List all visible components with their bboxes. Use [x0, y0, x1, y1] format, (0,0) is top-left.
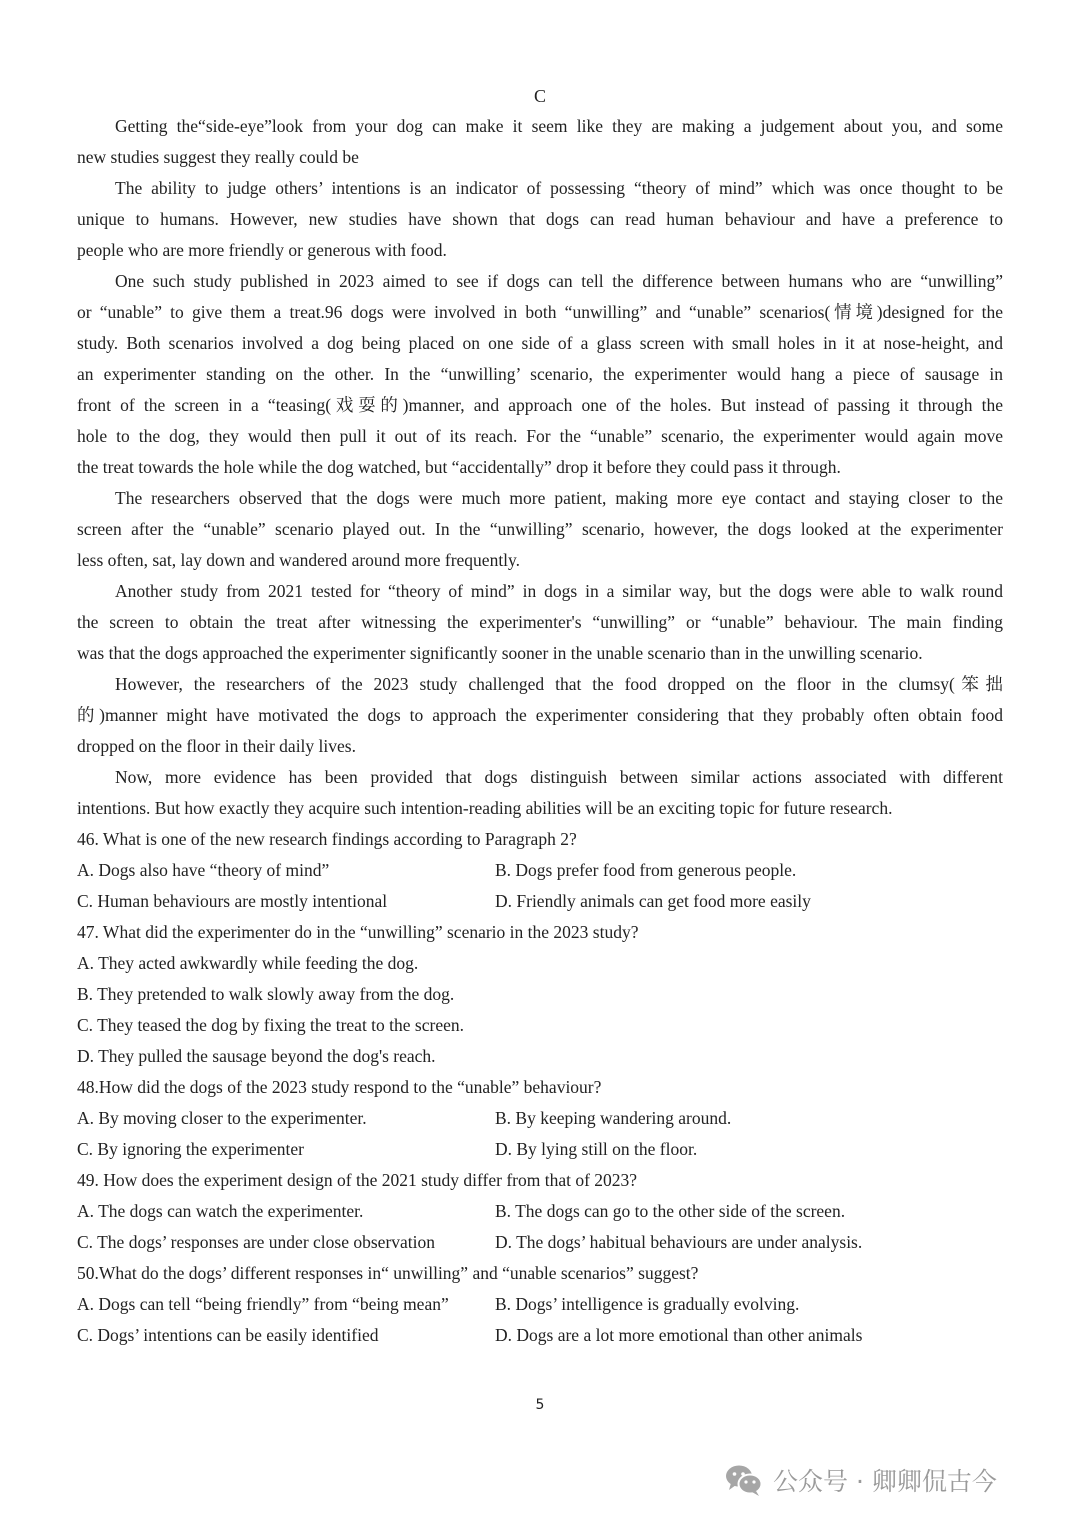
question-stem: 49. How does the experiment design of the 2021 study differ from that of 2023?: [77, 1170, 638, 1190]
paragraph-line: people who are more friendly or generous with food.: [77, 240, 447, 260]
answer-option: D. The dogs’ habitual behaviours are under analysis.: [495, 1232, 863, 1252]
paragraph-line: the treat towards the hole while the dog watched, but “accidentally” drop it before they could pass it through.: [77, 457, 841, 477]
answer-option: C. The dogs’ responses are under close observation: [77, 1232, 436, 1252]
answer-option: A. Dogs also have “theory of mind”: [77, 860, 330, 880]
answer-option: B. The dogs can go to the other side of the screen.: [495, 1201, 846, 1221]
question: [77, 917, 1003, 1072]
page-number: 5: [535, 1397, 545, 1413]
paragraph-line: screen after the “unable” scenario played out. In the “unwilling” scenario, however, the dogs looked at the experimenter: [77, 519, 1003, 539]
document-body: [77, 111, 1003, 1351]
option-row: [77, 1320, 1003, 1351]
paragraph-line: was that the dogs approached the experimenter significantly sooner in the unable scenario than in the unwilling scenario.: [77, 643, 923, 663]
answer-option: B. They pretended to walk slowly away from the dog.: [77, 984, 455, 1004]
paragraph-line: dropped on the floor in their daily lives.: [77, 736, 356, 756]
option-row: [77, 855, 1003, 886]
watermark: [725, 1462, 997, 1498]
reading-passage: [77, 111, 1003, 824]
answer-option: D. They pulled the sausage beyond the dog's reach.: [77, 1046, 436, 1066]
answer-option: C. By ignoring the experimenter: [77, 1139, 304, 1159]
paragraph-line: Another study from 2021 tested for “theory of mind” in dogs in a similar way, but the dogs were able to walk round: [115, 581, 1003, 601]
question-stem: 50.What do the dogs’ different responses in“ unwilling” and “unable scenarios” suggest?: [77, 1263, 699, 1283]
option-row: [77, 1134, 1003, 1165]
answer-option: A. By moving closer to the experimenter.: [77, 1108, 367, 1128]
paragraph-line: hole to the dog, they would then pull it out of its reach. For the “unable” scenario, the experimenter would again move: [77, 426, 1003, 446]
option-row: [77, 886, 1003, 917]
answer-option: B. Dogs prefer food from generous people.: [495, 860, 797, 880]
section-title: C: [533, 86, 546, 106]
answer-option: D. By lying still on the floor.: [495, 1139, 698, 1159]
paragraph-line: However, the researchers of the 2023 study challenged that the food dropped on the floor in the clumsy(笨拙: [115, 674, 1003, 694]
paragraph-line: new studies suggest they really could be: [77, 147, 359, 167]
answer-option: C. Dogs’ intentions can be easily identified: [77, 1325, 379, 1345]
question: [77, 1072, 1003, 1165]
answer-option: C. Human behaviours are mostly intentional: [77, 891, 388, 911]
answer-option: A. Dogs can tell “being friendly” from “being mean”: [77, 1294, 449, 1314]
question: [77, 1258, 1003, 1351]
paragraph-line: Getting the“side-eye”look from your dog can make it seem like they are making a judgement about you, and some: [115, 116, 1003, 136]
paragraph: [77, 483, 1003, 576]
option-row: [77, 1196, 1003, 1227]
paragraph-line: Now, more evidence has been provided that dogs distinguish between similar actions associated with different: [115, 767, 1003, 787]
answer-option: D. Dogs are a lot more emotional than other animals: [495, 1325, 863, 1345]
question-stem: 48.How did the dogs of the 2023 study respond to the “unable” behaviour?: [77, 1077, 602, 1097]
paragraph-line: less often, sat, lay down and wandered around more frequently.: [77, 550, 521, 570]
question-stem: 46. What is one of the new research findings according to Paragraph 2?: [77, 829, 577, 849]
option-row: [77, 1227, 1003, 1258]
paragraph: [77, 266, 1003, 483]
paragraph-line: The ability to judge others’ intentions is an indicator of possessing “theory of mind” which was once thought to be: [115, 178, 1003, 198]
answer-option: D. Friendly animals can get food more easily: [495, 891, 811, 911]
option-row: [77, 1103, 1003, 1134]
question: [77, 824, 1003, 917]
question-list: [77, 824, 1003, 1351]
paragraph-line: The researchers observed that the dogs were much more patient, making more eye contact and staying closer to the: [115, 488, 1003, 508]
paragraph-line: an experimenter standing on the other. In the “unwilling’ scenario, the experimenter would hang a piece of sausage in: [77, 364, 1003, 384]
answer-option: A. The dogs can watch the experimenter.: [77, 1201, 364, 1221]
answer-option: C. They teased the dog by fixing the treat to the screen.: [77, 1015, 464, 1035]
paragraph: [77, 576, 1003, 669]
answer-option: B. Dogs’ intelligence is gradually evolving.: [495, 1294, 800, 1314]
paragraph-line: 的)manner might have motivated the dogs to approach the experimenter considering that they probably often obtain food: [77, 705, 1003, 725]
paragraph: [77, 762, 1003, 824]
paragraph-line: intentions. But how exactly they acquire such intention-reading abilities will be an exciting topic for future research.: [77, 798, 893, 818]
paragraph-line: unique to humans. However, new studies have shown that dogs can read human behaviour and have a preference to: [77, 209, 1003, 229]
paragraph: [77, 669, 1003, 762]
question: [77, 1165, 1003, 1258]
paragraph-line: One such study published in 2023 aimed to see if dogs can tell the difference between humans who are “unwilling”: [115, 271, 1003, 291]
paragraph-line: study. Both scenarios involved a dog being placed on one side of a glass screen with small holes in it at nose-height, and: [77, 333, 1003, 353]
paragraph-line: or “unable” to give them a treat.96 dogs were involved in both “unwilling” and “unable” scenarios(情境)designed for the: [77, 302, 1003, 322]
watermark-text: 公众号 · 卿卿侃古今: [773, 1467, 997, 1496]
option-row: [77, 1289, 1003, 1320]
paragraph-line: the screen to obtain the treat after witnessing the experimenter's “unwilling” or “unable” behaviour. The main finding: [77, 612, 1003, 632]
wechat-icon: [725, 1464, 763, 1496]
answer-option: B. By keeping wandering around.: [495, 1108, 732, 1128]
question-stem: 47. What did the experimenter do in the “unwilling” scenario in the 2023 study?: [77, 922, 639, 942]
paragraph: [77, 173, 1003, 266]
answer-option: A. They acted awkwardly while feeding the dog.: [77, 953, 419, 973]
paragraph: [77, 111, 1003, 173]
paragraph-line: front of the screen in a “teasing(戏耍的)manner, and approach one of the holes. But instead of passing it through the: [77, 395, 1003, 415]
